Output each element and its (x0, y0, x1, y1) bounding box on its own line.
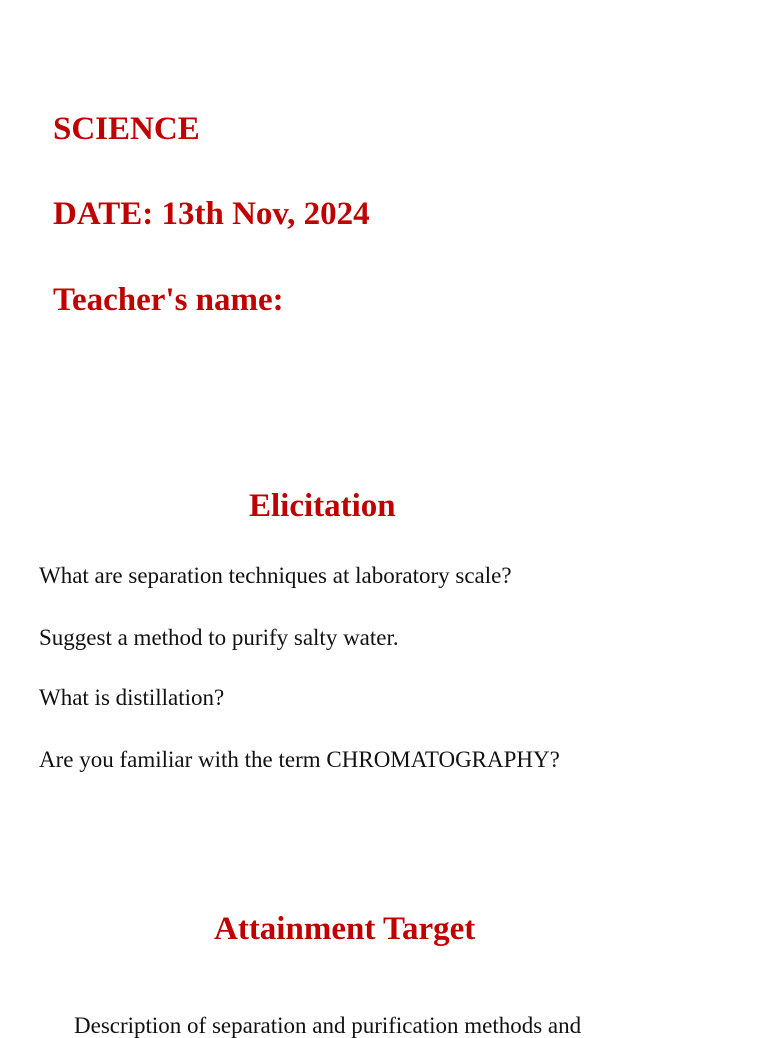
elicitation-question-3: What is distillation? (39, 685, 225, 710)
date-heading: DATE: 13th Nov, 2024 (53, 196, 370, 232)
teacher-name-heading: Teacher's name: (53, 282, 284, 318)
elicitation-title: Elicitation (249, 488, 396, 524)
elicitation-question-1: What are separation techniques at laboratory scale? (39, 563, 512, 588)
elicitation-question-2: Suggest a method to purify salty water. (39, 625, 399, 650)
elicitation-question-4: Are you familiar with the term CHROMATOGRAPHY? (39, 747, 560, 772)
attainment-first-line: Description of separation and purification methods and (74, 1013, 582, 1038)
attainment-target-title: Attainment Target (214, 911, 476, 947)
subject-heading: SCIENCE (53, 111, 200, 147)
